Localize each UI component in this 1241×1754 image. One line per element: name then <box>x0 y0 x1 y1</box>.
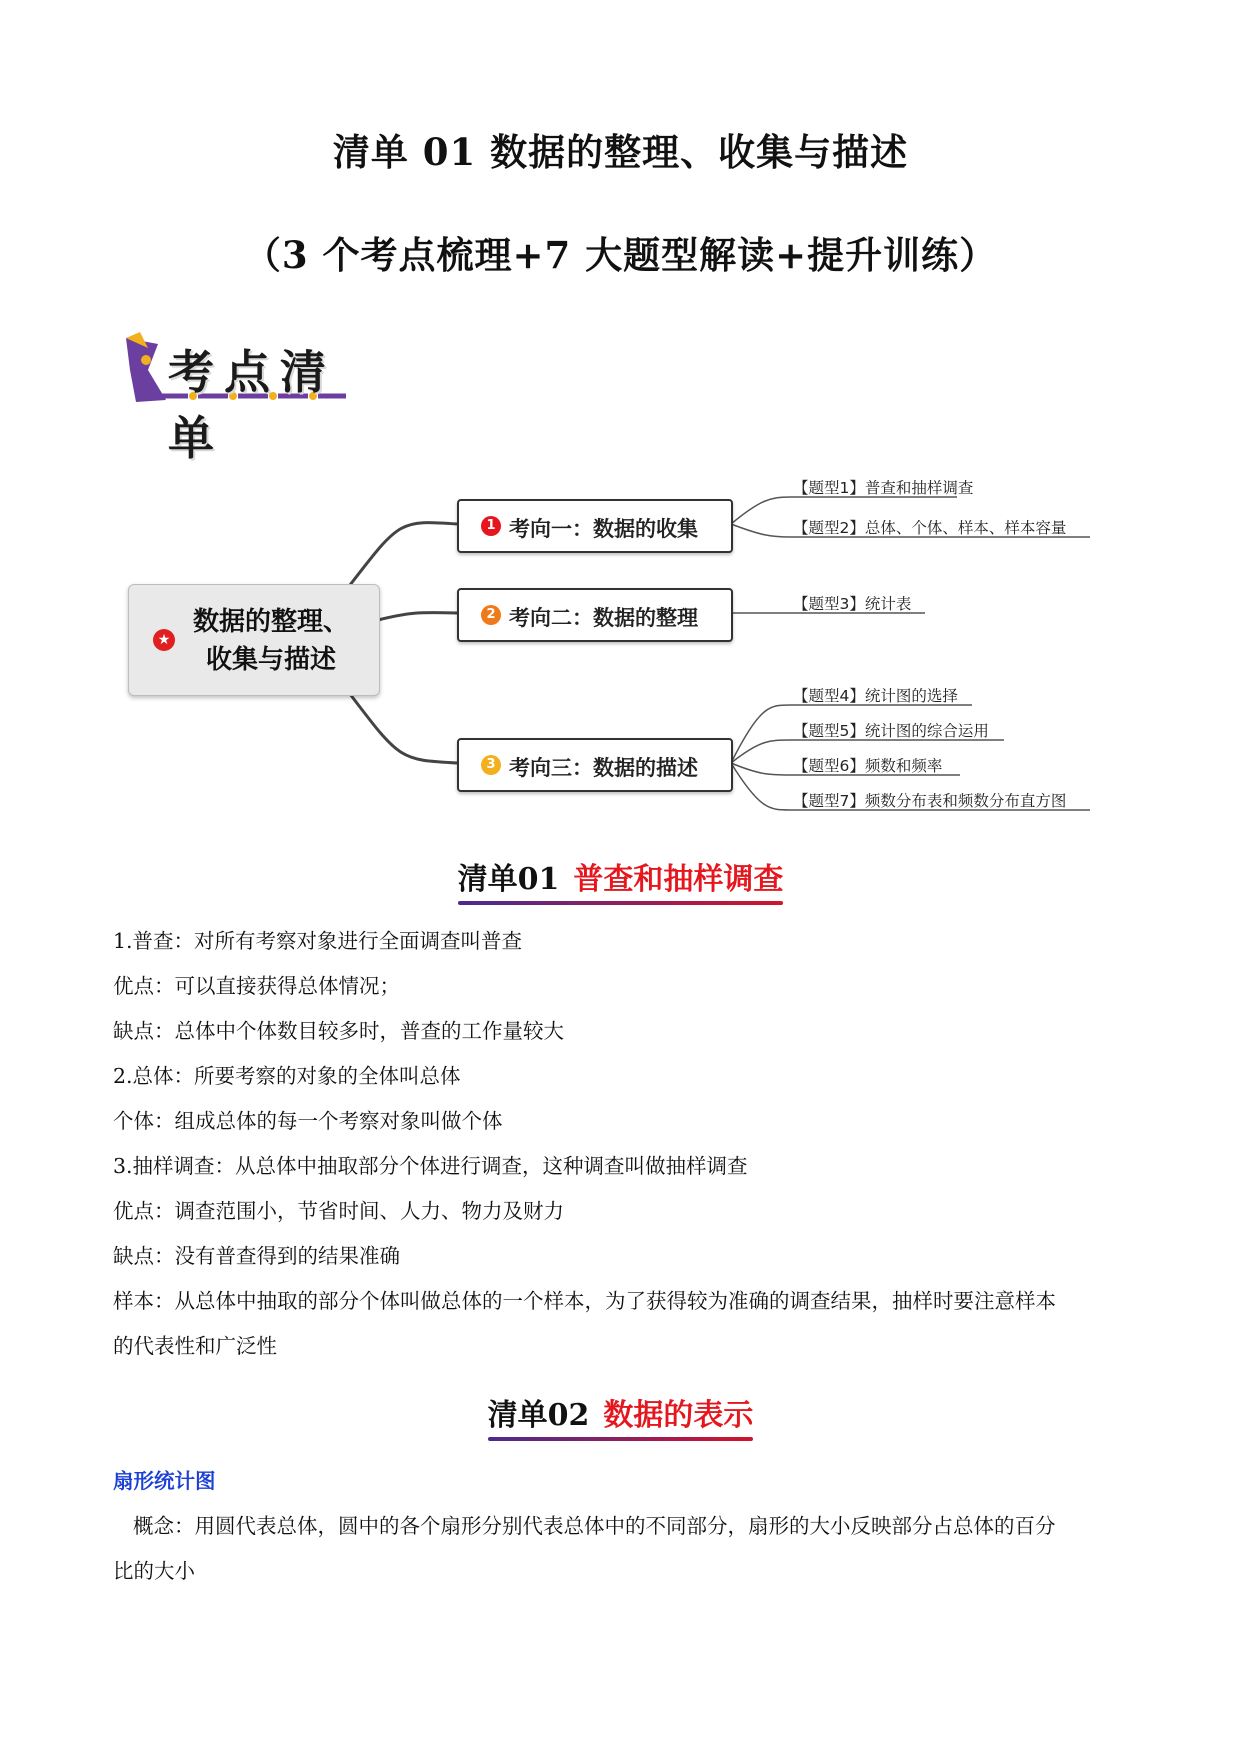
branch-node-3 <box>457 738 733 792</box>
leaf-topic-7: 【题型7】频数分布表和频数分布直方图 <box>793 792 1067 810</box>
body-line: 优点：可以直接获得总体情况； <box>113 974 400 998</box>
body-line: 样本：从总体中抽取的部分个体叫做总体的一个样本，为了获得较为准确的调查结果，抽样时要注意样本 <box>113 1289 1056 1313</box>
body-line: 1.普查：对所有考察对象进行全面调查叫普查 <box>113 929 523 953</box>
body-line: 优点：调查范围小，节省时间、人力、物力及财力 <box>113 1199 564 1223</box>
body-line: 缺点：没有普查得到的结果准确 <box>113 1244 400 1268</box>
leaf-topic-3: 【题型3】统计表 <box>793 595 912 613</box>
section-2-prefix: 清单 <box>487 1398 548 1433</box>
section-2-number: 02 <box>547 1398 590 1433</box>
body-line: 3.抽样调查：从总体中抽取部分个体进行调查，这种调查叫做抽样调查 <box>113 1154 748 1178</box>
leaf-topic-5: 【题型5】统计图的综合运用 <box>793 722 989 740</box>
body-line: 2.总体：所要考察的对象的全体叫总体 <box>113 1064 461 1088</box>
mindmap-root <box>128 584 380 696</box>
body-line: 个体：组成总体的每一个考察对象叫做个体 <box>113 1109 503 1133</box>
section-2-underline <box>488 1437 754 1441</box>
section-2-title: 数据的表示 <box>603 1398 754 1433</box>
body-line: 缺点：总体中个体数目较多时，普查的工作量较大 <box>113 1019 564 1043</box>
body-line: 概念：用圆代表总体，圆中的各个扇形分别代表总体中的不同部分，扇形的大小反映部分占总体的百分 <box>133 1514 1056 1538</box>
leaf-topic-4: 【题型4】统计图的选择 <box>793 687 958 705</box>
number-3-icon: 3 <box>481 755 501 775</box>
kaodian-badge <box>118 330 368 465</box>
mindmap-root-label <box>181 603 361 679</box>
branch-node-1 <box>457 499 733 553</box>
branch-label-1: 考向一：数据的收集 <box>509 517 698 541</box>
section-1-title: 普查和抽样调查 <box>573 862 784 897</box>
leaf-topic-6: 【题型6】频数和频率 <box>793 757 943 775</box>
pie-chart-subheading: 扇形统计图 <box>113 1469 216 1493</box>
body-line: 的代表性和广泛性 <box>113 1334 277 1358</box>
body-line: 比的大小 <box>113 1559 195 1583</box>
star-icon: ★ <box>153 629 175 651</box>
document-subtitle: （3 个考点梳理+7 大题型解读+提升训练） <box>243 233 998 277</box>
leaf-topic-1: 【题型1】普查和抽样调查 <box>793 479 974 497</box>
branch-label-2: 考向二：数据的整理 <box>509 606 698 630</box>
section-1-number: 01 <box>517 862 560 897</box>
section-1-prefix: 清单 <box>457 862 518 897</box>
branch-node-2 <box>457 588 733 642</box>
number-2-icon: 2 <box>481 605 501 625</box>
section-1-underline <box>458 901 784 905</box>
section-1-heading <box>0 854 1241 901</box>
badge-label: 考点清单 <box>168 345 336 465</box>
root-line-2: 收集与描述 <box>205 645 336 675</box>
branch-label-3: 考向三：数据的描述 <box>509 756 698 780</box>
document-title: 清单 01 数据的整理、收集与描述 <box>332 130 909 174</box>
section-2-heading <box>0 1390 1241 1437</box>
root-line-1: 数据的整理、 <box>192 607 349 637</box>
number-1-icon: 1 <box>481 516 501 536</box>
leaf-topic-2: 【题型2】总体、个体、样本、样本容量 <box>793 519 1067 537</box>
